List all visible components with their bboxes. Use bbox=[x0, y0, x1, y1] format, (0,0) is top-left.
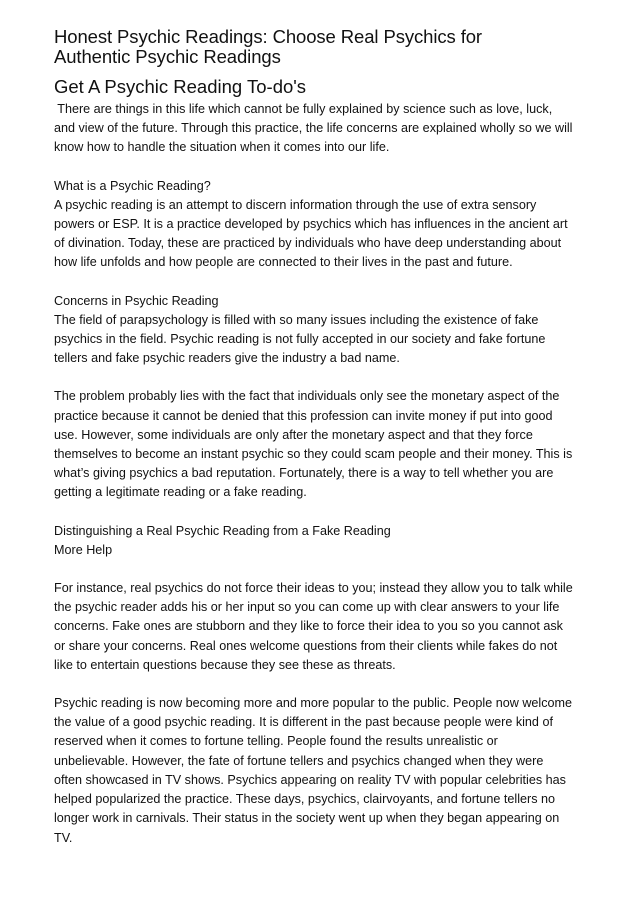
document-subtitle: Get A Psychic Reading To-do's bbox=[54, 76, 307, 97]
text-line: reserved when it comes to fortune telling. People found the results unrealistic or bbox=[54, 734, 498, 749]
text-line: of divination. Today, these are practiced by individuals who have deep understanding about bbox=[54, 236, 562, 251]
section-problem bbox=[54, 387, 588, 502]
text-line: the value of a good psychic reading. It is different in the past because people were kind of bbox=[54, 715, 553, 730]
text-line: Psychic reading is now becoming more and more popular to the public. People now welcome bbox=[54, 696, 573, 711]
text-line: or share your concerns. Real ones welcome questions from their clients while fakes do not bbox=[54, 638, 558, 653]
text-line: unbelievable. However, the fate of fortune tellers and psychics changed when they were bbox=[54, 753, 544, 768]
text-line: know how to handle the situation when it comes into our life. bbox=[54, 140, 390, 155]
text-line: The field of parapsychology is filled with so many issues including the existence of fake bbox=[54, 312, 539, 327]
section-concerns bbox=[54, 292, 588, 369]
text-line: the psychic reader adds his or her input so you can come up with clear answers to your life bbox=[54, 600, 560, 615]
text-line: TV. bbox=[54, 830, 73, 845]
text-line: like to entertain questions because they see these as threats. bbox=[54, 657, 396, 672]
section-heading: Concerns in Psychic Reading bbox=[54, 293, 219, 308]
section-real-vs-fake bbox=[54, 579, 588, 675]
text-line: The problem probably lies with the fact that individuals only see the monetary aspect of the bbox=[54, 389, 560, 404]
text-line: psychics in the field. Psychic reading is not fully accepted in our society and fake fortune bbox=[54, 332, 546, 347]
text-line: tellers and fake psychic readers give the industry a bad name. bbox=[54, 351, 400, 366]
text-line: practice because it cannot be denied that this profession can invite money if put into good bbox=[54, 408, 553, 423]
text-line: often showcased in TV shows. Psychics appearing on reality TV with popular celebrities has bbox=[54, 772, 566, 787]
text-line: use. However, some individuals are only after the monetary aspect and that they force bbox=[54, 427, 533, 442]
text-line: longer work in carnivals. Their status in the society went up when they began appearing on bbox=[54, 811, 560, 826]
intro-paragraph bbox=[54, 100, 588, 158]
document-page bbox=[54, 27, 588, 848]
section-heading: Distinguishing a Real Psychic Reading from a Fake Reading bbox=[54, 523, 391, 538]
section-distinguishing bbox=[54, 522, 588, 560]
text-line: and view of the future. Through this practice, the life concerns are explained wholly so we will bbox=[54, 121, 573, 136]
more-help-link[interactable]: More Help bbox=[54, 542, 113, 557]
text-line: concerns. Fake ones are stubborn and they like to force their idea to you so you cannot ask bbox=[54, 619, 563, 634]
document-title bbox=[54, 27, 588, 67]
text-line: how life unfolds and how people are connected to their lives in the past and future. bbox=[54, 255, 513, 270]
text-line: helped popularized the practice. These days, psychics, clairvoyants, and fortune tellers no bbox=[54, 792, 556, 807]
text-line: what’s giving psychics a bad reputation. Fortunately, there is a way to tell whether you are bbox=[54, 466, 554, 481]
text-line: getting a legitimate reading or a fake reading. bbox=[54, 485, 307, 500]
text-line: A psychic reading is an attempt to discern information through the use of extra sensory bbox=[54, 197, 537, 212]
section-what-is bbox=[54, 177, 588, 273]
title-line: Authentic Psychic Readings bbox=[54, 46, 281, 67]
title-line: Honest Psychic Readings: Choose Real Psychics for bbox=[54, 26, 482, 47]
text-line: There are things in this life which cannot be fully explained by science such as love, luck, bbox=[54, 102, 553, 116]
section-heading: What is a Psychic Reading? bbox=[54, 178, 211, 193]
section-popularity bbox=[54, 694, 588, 848]
text-line: themselves to become an instant psychic so they could scam people and their money. This is bbox=[54, 447, 573, 462]
text-line: powers or ESP. It is a practice developed by psychics which has influences in the ancient art bbox=[54, 217, 568, 232]
text-line: For instance, real psychics do not force their ideas to you; instead they allow you to talk while bbox=[54, 581, 573, 596]
